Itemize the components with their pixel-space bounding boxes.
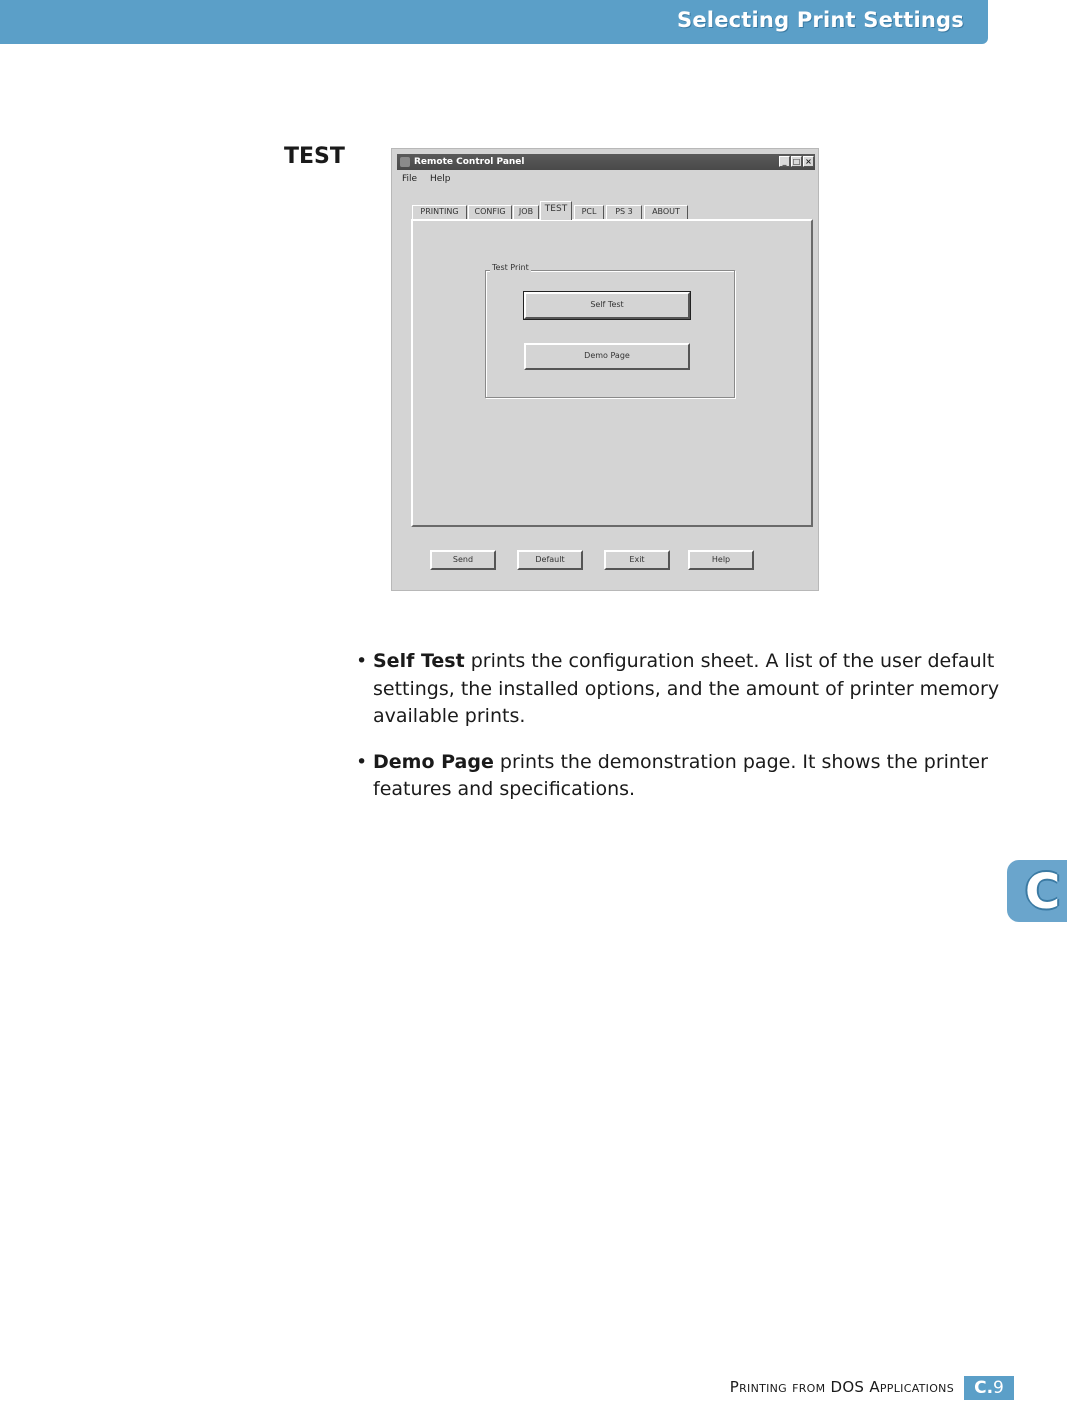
bullet-text: prints the demonstration page. It shows the printer features and specifications.	[373, 750, 988, 800]
demo-page-button[interactable]: Demo Page	[524, 343, 690, 370]
tab-ps3[interactable]: PS 3	[606, 205, 642, 219]
help-button[interactable]: Help	[688, 550, 754, 570]
page-number-badge	[964, 1376, 1014, 1400]
chapter-tab	[1007, 860, 1067, 922]
list-item	[356, 749, 1006, 804]
header-bar	[0, 0, 988, 44]
tab-test[interactable]: TEST	[540, 201, 572, 220]
tab-about[interactable]: ABOUT	[644, 205, 688, 219]
page-prefix: C.	[974, 1378, 994, 1398]
menu-help[interactable]: Help	[429, 174, 451, 184]
page-number: 9	[993, 1378, 1004, 1398]
tab-job[interactable]: JOB	[513, 205, 539, 219]
maximize-icon[interactable]: □	[792, 157, 801, 166]
tab-config[interactable]: CONFIG	[468, 205, 512, 219]
menu-file[interactable]: File	[402, 174, 418, 184]
tab-printing[interactable]: PRINTING	[412, 205, 467, 219]
bullet-dot: •	[356, 750, 368, 773]
bullet-term: Demo Page	[373, 750, 494, 773]
close-icon[interactable]: ×	[803, 156, 814, 167]
dialog-screenshot	[391, 148, 819, 591]
test-print-group	[485, 270, 735, 398]
dialog-titlebar	[397, 154, 815, 170]
tab-pcl[interactable]: PCL	[574, 205, 604, 219]
minimize-icon[interactable]: _	[779, 156, 790, 167]
default-button[interactable]: Default	[517, 550, 583, 570]
header-title: Selecting Print Settings	[677, 8, 964, 32]
section-heading: TEST	[284, 144, 345, 169]
send-button[interactable]: Send	[430, 550, 496, 570]
chapter-letter: C	[1025, 864, 1061, 920]
bullet-dot: •	[356, 650, 368, 672]
exit-button[interactable]: Exit	[604, 550, 670, 570]
self-test-button[interactable]: Self Test	[524, 292, 690, 319]
dialog-title: Remote Control Panel	[414, 157, 525, 167]
app-icon	[400, 157, 410, 167]
bullet-term: Self Test	[373, 650, 465, 672]
menu-bar	[402, 174, 460, 184]
bullet-text: prints the configuration sheet. A list of the user default settings, the installed options, and the amount of printer memory available prints.	[373, 650, 1000, 727]
bullet-list	[356, 648, 1006, 822]
group-label: Test Print	[492, 263, 529, 272]
list-item	[356, 648, 1006, 731]
footer-section-title: Printing from DOS Applications	[729, 1378, 954, 1396]
